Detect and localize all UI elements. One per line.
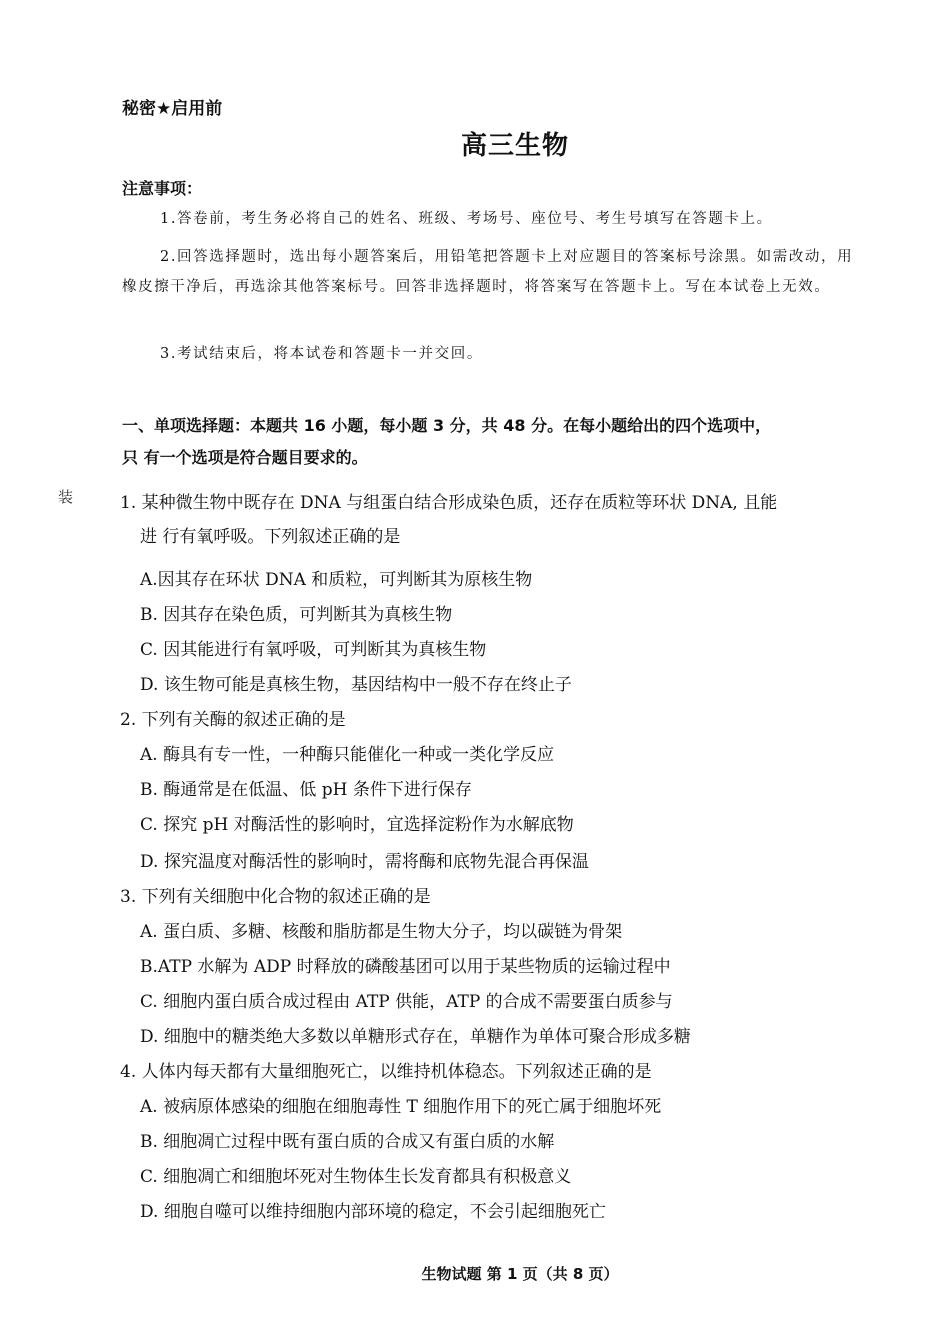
question-3-option-a: A. 蛋白质、多糖、核酸和脂肪都是生物大分子，均以碳链为骨架 [140,922,623,942]
question-1-option-d: D. 该生物可能是真核生物，基因结构中一般不存在终止子 [140,675,572,695]
question-3-option-d: D. 细胞中的糖类绝大多数以单糖形式存在，单糖作为单体可聚合形成多糖 [140,1027,691,1047]
question-1-stem [120,486,860,554]
question-1-option-c: C. 因其能进行有氧呼吸，可判断其为真核生物 [140,640,487,660]
notice-item-1: 1.答卷前，考生务必将自己的姓名、班级、考场号、座位号、考生号填写在答题卡上。 [160,211,773,227]
question-2-stem: 2. 下列有关酶的叙述正确的是 [120,710,346,730]
question-1-option-b: B. 因其存在染色质，可判断其为真核生物 [140,605,453,625]
page-footer: 生物试题 第 1 页（共 8 页） [421,1265,619,1283]
question-4-option-b: B. 细胞凋亡过程中既有蛋白质的合成又有蛋白质的水解 [140,1132,555,1152]
notice-item-2: 2.回答选择题时，选出每小题答案后，用铅笔把答题卡上对应题目的答案标号涂黑。如需改动，用橡皮擦干净后，再选涂其他答案标号。回答非选择题时，将答案写在答题卡上。写在本试卷上无效。 [122,249,854,295]
question-2-option-c: C. 探究 pH 对酶活性的影响时，宜选择淀粉作为水解底物 [140,815,574,835]
question-2-option-b: B. 酶通常是在低温、低 pH 条件下进行保存 [140,780,472,800]
confidential-label: 秘密★启用前 [122,99,223,119]
section-heading [122,410,852,474]
question-2-option-d: D. 探究温度对酶活性的影响时，需将酶和底物先混合再保温 [140,852,589,872]
question-1-option-a: A.因其存在环状 DNA 和质粒，可判断其为原核生物 [140,570,533,590]
question-3-option-b: B.ATP 水解为 ADP 时释放的磷酸基团可以用于某些物质的运输过程中 [140,957,671,977]
question-4-stem: 4. 人体内每天都有大量细胞死亡，以维持机体稳态。下列叙述正确的是 [120,1062,652,1082]
question-4-option-c: C. 细胞凋亡和细胞坏死对生物体生长发育都具有积极意义 [140,1167,572,1187]
section-heading-line-1: 一、单项选择题：本题共 16 小题，每小题 3 分，共 48 分。在每小题给出的四个选项中， [122,416,772,435]
question-1-stem-line-2: 进 行有氧呼吸。下列叙述正确的是 [140,527,401,547]
question-3-stem: 3. 下列有关细胞中化合物的叙述正确的是 [120,887,431,907]
section-heading-line-2: 只 有一个选项是符合题目要求的。 [122,448,368,467]
binding-margin-mark: 装 [58,488,74,506]
question-4-option-a: A. 被病原体感染的细胞在细胞毒性 T 细胞作用下的死亡属于细胞坏死 [140,1097,662,1117]
question-2-option-a: A. 酶具有专一性，一种酶只能催化一种或一类化学反应 [140,745,555,765]
question-3-option-c: C. 细胞内蛋白质合成过程由 ATP 供能，ATP 的合成不需要蛋白质参与 [140,992,673,1012]
question-4-option-d: D. 细胞自噬可以维持细胞内部环境的稳定，不会引起细胞死亡 [140,1202,606,1222]
question-1-stem-line-1: 1. 某种微生物中既存在 DNA 与组蛋白结合形成染色质，还存在质粒等环状 DNA, 且能 [120,493,778,513]
notice-item-3: 3.考试结束后，将本试卷和答题卡一并交回。 [160,346,483,362]
notice-heading: 注意事项： [122,179,203,198]
page-title: 高三生物 [460,131,569,161]
